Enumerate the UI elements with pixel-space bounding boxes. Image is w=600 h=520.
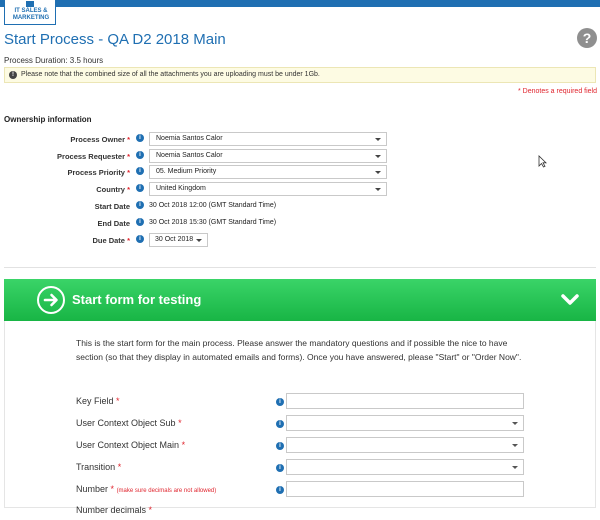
field-label: End Date — [97, 219, 130, 228]
select-value: Noemia Santos Calor — [156, 152, 223, 159]
info-icon[interactable]: i — [136, 167, 144, 175]
notice-icon: ! — [9, 71, 17, 79]
required-star: * — [110, 484, 115, 494]
arrow-right-circle-icon — [37, 286, 65, 314]
field-label: Start Date — [94, 202, 130, 211]
question-user-context-object-sub — [0, 415, 600, 433]
required-field-note: * Denotes a required field — [518, 88, 597, 95]
question-transition — [0, 459, 600, 477]
question-label: User Context Object Main — [76, 440, 180, 450]
required-star: * — [127, 185, 130, 194]
field-label: Process Requester — [57, 152, 125, 161]
field-label: Process Owner — [70, 135, 125, 144]
required-star: * — [127, 152, 130, 161]
user-context-object-sub-select[interactable] — [286, 415, 524, 431]
chevron-down-icon[interactable] — [560, 291, 580, 309]
required-star: * — [178, 418, 182, 428]
field-process-owner — [0, 131, 600, 147]
logo-line-1: IT SALES & — [14, 8, 48, 14]
question-number-decimals — [0, 502, 600, 520]
question-note: (make sure decimals are not allowed) — [116, 488, 217, 494]
building-icon — [26, 1, 34, 7]
user-context-object-main-select[interactable] — [286, 437, 524, 453]
attachment-notice — [4, 67, 596, 83]
info-icon[interactable]: i — [136, 218, 144, 226]
chevron-down-icon — [512, 466, 518, 469]
field-label: Country — [96, 185, 125, 194]
help-icon[interactable]: ? — [577, 28, 597, 48]
end-date-value: 30 Oct 2018 15:30 (GMT Standard Time) — [149, 219, 277, 226]
top-bar — [0, 0, 600, 7]
process-requester-select[interactable] — [149, 149, 387, 163]
question-label: User Context Object Sub — [76, 418, 176, 428]
due-date-picker[interactable] — [149, 233, 208, 247]
form-intro-text: This is the start form for the main process. Please answer the mandatory questions and if possible the nice to have section (so that they display in automated emails and forms). Once you have answered, please "Start" or "Order Now". — [76, 338, 522, 362]
select-value: Noemia Santos Calor — [156, 135, 223, 142]
chevron-down-icon — [512, 422, 518, 425]
chevron-down-icon — [375, 188, 381, 191]
select-value: United Kingdom — [156, 185, 206, 192]
field-process-requester — [0, 148, 600, 164]
info-icon[interactable]: i — [136, 201, 144, 209]
chevron-down-icon — [375, 138, 381, 141]
required-star: * — [148, 505, 153, 515]
required-star: * — [127, 168, 130, 177]
ownership-section-title: Ownership information — [4, 115, 92, 124]
question-label: Key Field — [76, 396, 114, 406]
required-star: * — [116, 396, 120, 406]
info-icon[interactable]: i — [276, 464, 284, 472]
process-priority-select[interactable] — [149, 165, 387, 179]
company-logo[interactable] — [4, 0, 56, 25]
select-value: 30 Oct 2018 — [155, 236, 194, 243]
logo-line-2: MARKETING — [12, 15, 50, 21]
field-label: Process Priority — [67, 168, 125, 177]
info-icon[interactable]: i — [136, 134, 144, 142]
question-label: Number — [76, 484, 109, 494]
required-star: * — [127, 236, 130, 245]
mouse-cursor-icon — [538, 155, 547, 168]
question-user-context-object-main — [0, 437, 600, 455]
required-star: * — [127, 135, 130, 144]
info-icon[interactable]: i — [136, 184, 144, 192]
question-number — [0, 481, 600, 499]
question-label: Number decimals — [76, 505, 147, 515]
info-icon[interactable]: i — [136, 235, 144, 243]
number-input[interactable] — [286, 481, 524, 497]
section-divider — [4, 267, 596, 268]
info-icon[interactable]: i — [276, 442, 284, 450]
field-country — [0, 181, 600, 197]
select-value: 05. Medium Priority — [156, 168, 217, 175]
field-start-date — [0, 198, 600, 214]
required-star: * — [117, 462, 122, 472]
info-icon[interactable]: i — [276, 398, 284, 406]
info-icon[interactable]: i — [136, 151, 144, 159]
process-duration: Process Duration: 3.5 hours — [4, 56, 104, 65]
form-title: Start form for testing — [72, 292, 202, 307]
question-label: Transition — [76, 462, 116, 472]
chevron-down-icon — [375, 171, 381, 174]
chevron-down-icon — [512, 444, 518, 447]
field-end-date — [0, 215, 600, 231]
page-title: Start Process - QA D2 2018 Main — [4, 31, 226, 48]
key-field-input[interactable] — [286, 393, 524, 409]
field-process-priority — [0, 164, 600, 180]
info-icon[interactable]: i — [276, 486, 284, 494]
form-header-banner[interactable] — [4, 279, 596, 321]
info-icon[interactable]: i — [276, 420, 284, 428]
country-select[interactable] — [149, 182, 387, 196]
notice-text: Please note that the combined size of all the attachments you are uploading must be under 1Gb. — [21, 71, 320, 78]
field-due-date — [0, 232, 600, 248]
transition-select[interactable] — [286, 459, 524, 475]
required-star: * — [181, 440, 186, 450]
question-key-field — [0, 393, 600, 411]
start-date-value: 30 Oct 2018 12:00 (GMT Standard Time) — [149, 202, 277, 209]
chevron-down-icon — [375, 155, 381, 158]
field-label: Due Date — [92, 236, 125, 245]
process-owner-select[interactable] — [149, 132, 387, 146]
chevron-down-icon — [196, 239, 202, 242]
